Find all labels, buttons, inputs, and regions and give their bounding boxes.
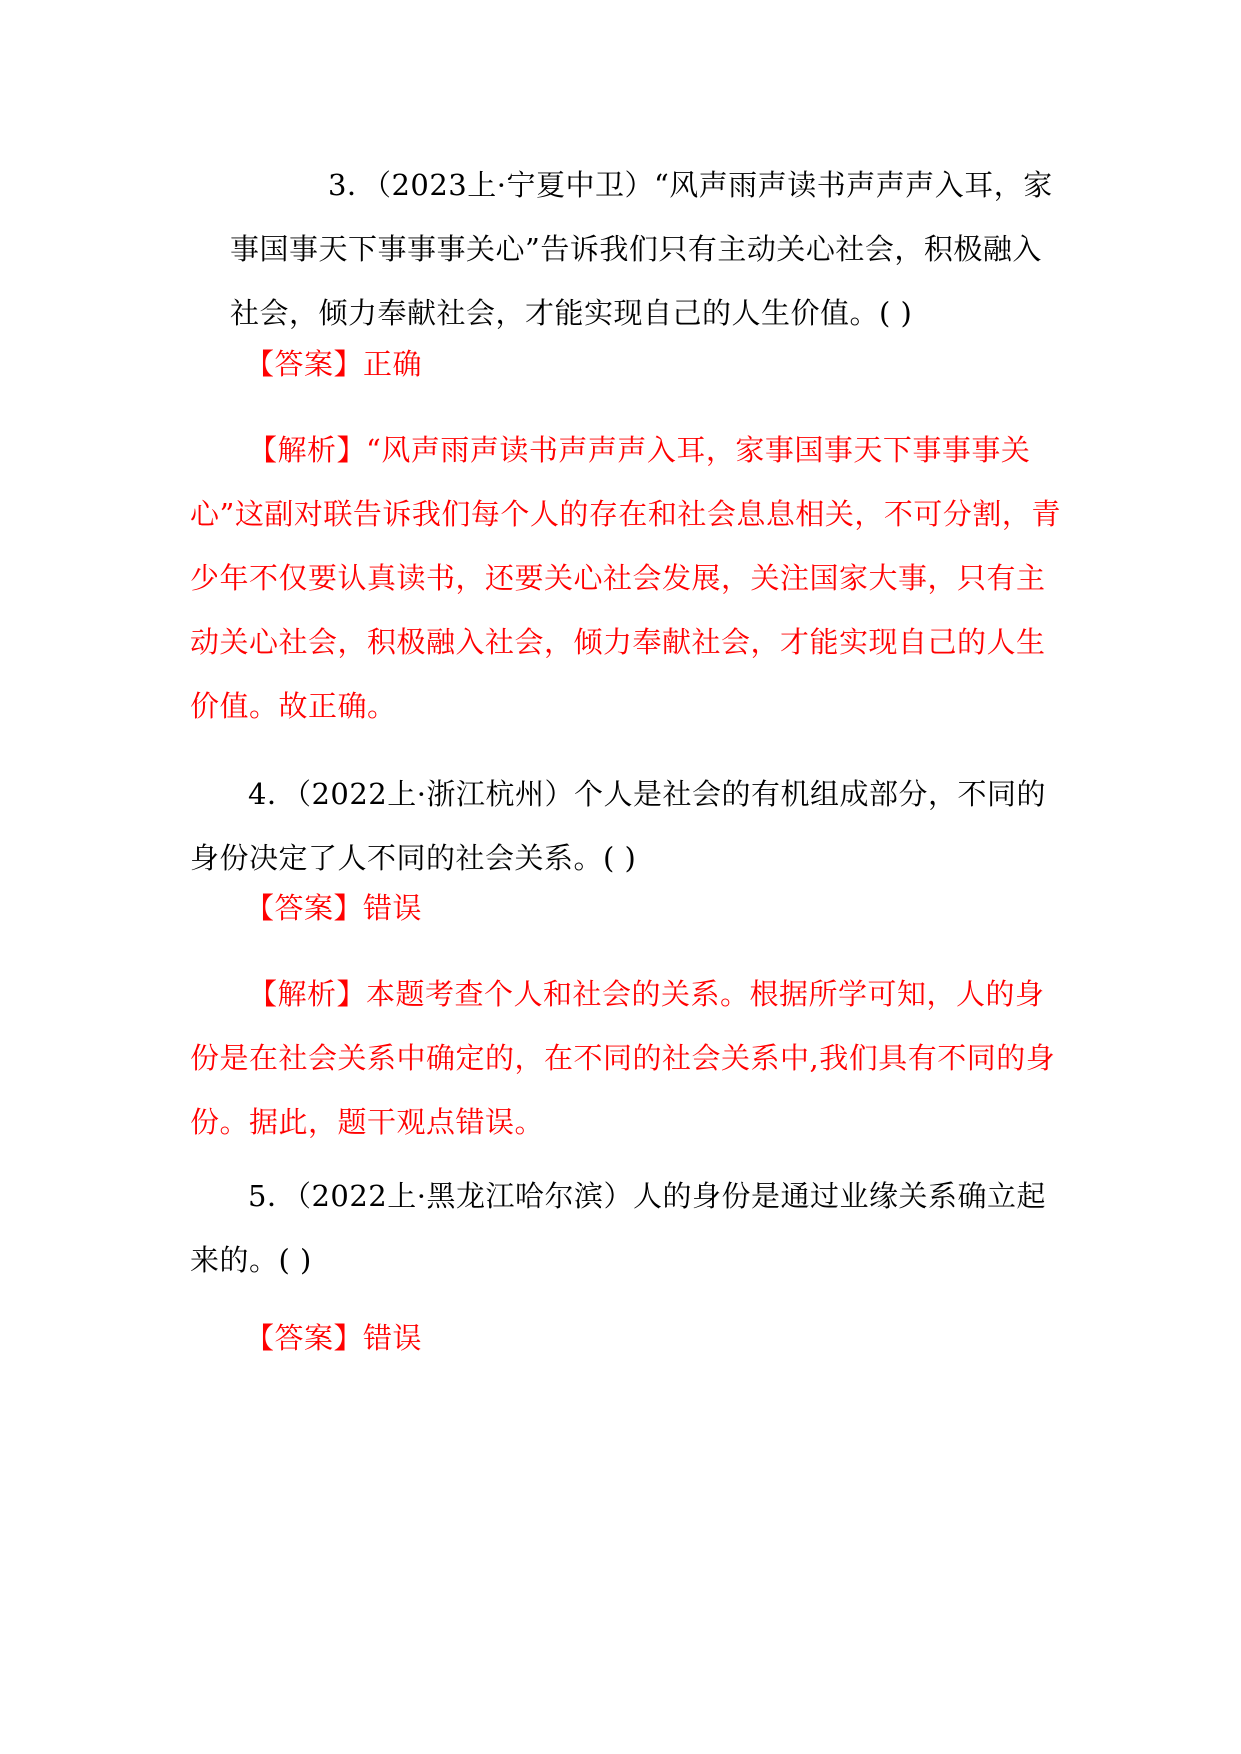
question-4-text: 4．（2022上·浙江杭州）个人是社会的有机组成部分，不同的身份决定了人不同的社会关系。( )	[190, 777, 1046, 875]
question-3-analysis: 【解析】“风声雨声读书声声声入耳，家事国事天下事事事关心”这副对联告诉我们每个人的存在和社会息息相关，不可分割，青少年不仅要认真读书，还要关心社会发展，关注国家大事，只有主动关心社会，积极融入社会，倾力奉献社会，才能实现自己的人生价值。故正确。	[190, 433, 1061, 723]
question-5-answer: 【答案】错误	[245, 1321, 423, 1355]
question-3-answer: 【答案】正确	[245, 347, 423, 381]
question-3-text: 3．（2023上·宁夏中卫）“风声雨声读书声声声入耳，家事国事天下事事事关心”告诉我们只有主动关心社会，积极融入社会，倾力奉献社会，才能实现自己的人生价值。( )	[230, 168, 1053, 330]
question-5-text: 5．（2022上·黑龙江哈尔滨）人的身份是通过业缘关系确立起来的。( )	[190, 1179, 1046, 1277]
question-4-answer: 【答案】错误	[245, 891, 423, 925]
question-4-analysis: 【解析】本题考查个人和社会的关系。根据所学可知，人的身份是在社会关系中确定的，在不同的社会关系中,我们具有不同的身份。据此，题干观点错误。	[190, 977, 1056, 1139]
